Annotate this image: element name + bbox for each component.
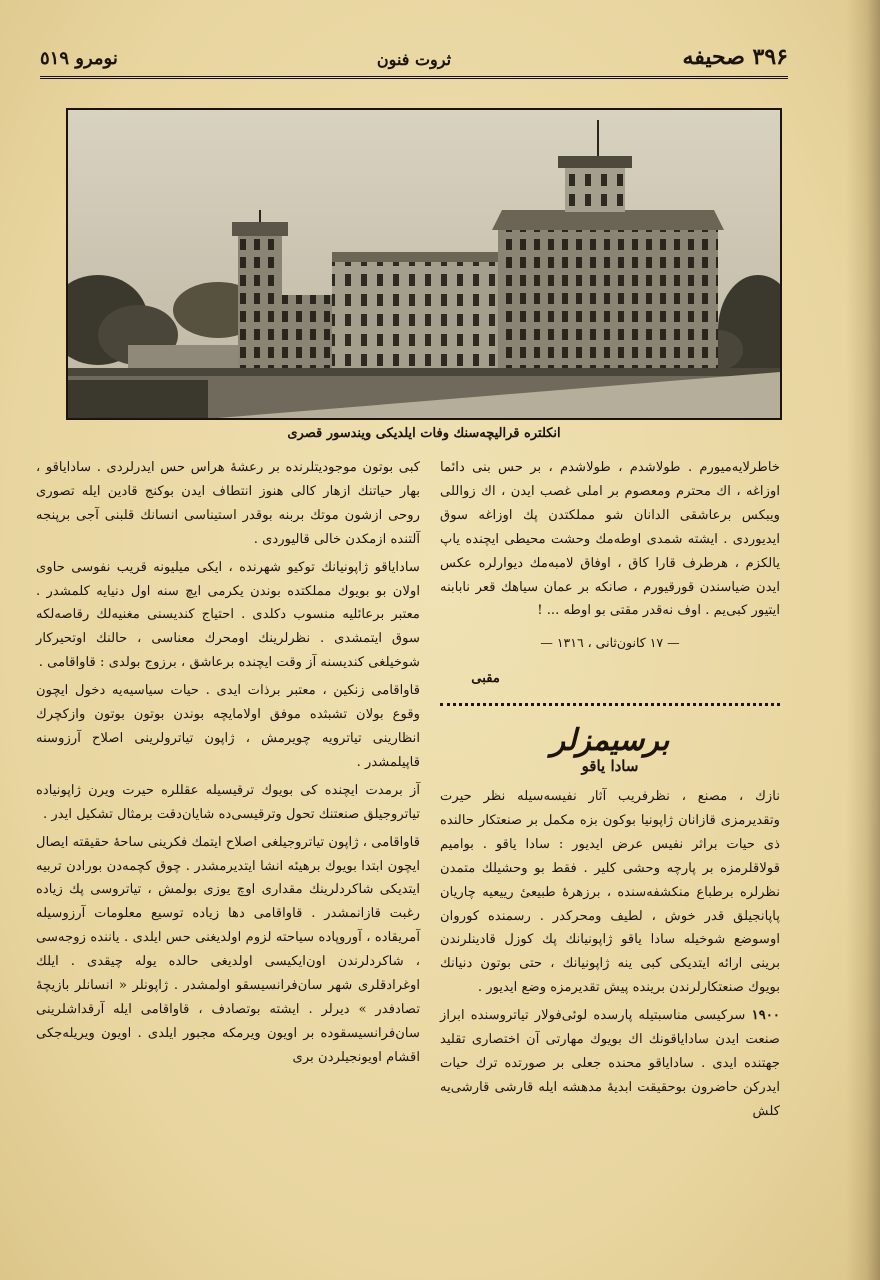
- article-paragraph: سادایاقو ژاپونیانك توکیو شهرنده ، ایکی میلیونه قریب نفوسی حاوی اولان بو بویوك مملکتده بوندن یکرمی ایچ سنه اول دنیایه کلمشدر . معتبر برعائلیه منسوب دکلدی . احتیاج کندیسنی مغنیه‌لك رقاصه‌لکه سوق ایتمشدی . نظرلرینك اومحرك معناسی ، حالنك اوتحیرکار شوخیلغی کندیسنه آز وقت ایچنده برعاشق ، برزوج بولدی : قاواقامی .: [36, 559, 420, 671]
- dateline: — ۱۷ کانون‌ثانی ، ۱۳۱٦ —: [540, 635, 680, 651]
- article-paragraph: خاطرلایه‌میورم . طولاشدم ، طولاشدم ، بر حس بنی دائما اوزاغه ، اك محترم ومعصوم بر املی غصب ایدن ، اك زواللی ویبکس برعاشقی الدانان شو مملکتدن پك اوزاغه سوق ایدیوردی . ایشته شمدی اوطه‌مك وحشت محیطی ایچنده یاپ یالکزم ، هرطرف قارا کاق ، اوفاق لامبه‌مك دیوارلره عکس ایدن ضیاسندن قورقیورم ، صانکه بر عمان سیاهك قعر نابابنه ایتیور کبی‌یم . اوف نه‌قدر مقتی بو اوطه ... !: [440, 460, 780, 619]
- left-column: [36, 456, 420, 1074]
- article-paragraph: کبی بوتون موجودیتلرنده بر رعشهٔ هراس حس ایدرلردی . سادایاقو ، بهار حیاتنك ازهار کالی هنوز انتطاف ایدن بوکنج قادین ایله تصوری روحی ازشون موتك بربنه بوقدر استیناسی انسانك قلبنی آجی برپنجه آلتنده ازمکدن خالی قالیوردی .: [36, 460, 420, 547]
- section-heading: برسیمزلر: [550, 723, 670, 759]
- article-paragraph: نازك ، مصنع ، نظرفریب آثار نفیسه‌سیله نظر حیرت وتقدیرمزی قازانان ژاپونیا بوکون بزه مکمل بر صنعتکار حالنده ذی حیات براثر نفیس عرض ایدیور : سادا یاقو . بوامیم قولاقلرمزه بر پارچه وحشی کلیر . فقط بو وحشیلك متمدن نظرلره برطباع منکشفه‌سنده ، برزهرهٔ طبیعیٔ رییعیه چاریان پاپانجیلق قدر خوش ، لطیف ومحرکدر . رسمنده کوروان اوسوضع شوخیله سادا یاقو ژاپونیانك پك کوزل قادینلرندن برینی ارائه ایتدیکی کبی ینه ژاپونیانك ، حتی بوتون دنیانك بویوك صنعتکارلرندن برینده پیش تقدیرمزه وضع ایدیور .: [440, 788, 780, 996]
- page-number: ۳۹۶ صحیفه: [682, 44, 788, 70]
- article-paragraph: آز برمدت ایچنده کی بویوك ترقیسیله عقللره حیرت ویرن ژاپونیاده تیاتروجیلق صنعتنك تحول وترقیسی‌ده شایان‌دقت برمثال تشکیل ایدر .: [36, 782, 420, 822]
- paragraph-text: سرکیسی مناسبتیله پارسده لوئی‌فولار تیاتروسنده ابراز صنعت ایدن سادایاقونك اك بویوك مهارتی آن اختصاری تقلید جهتنده ایدی . سادایاقو محنده جعلی بر صورتده ترك حیات ایدرکن حاضرون بوحقیقت ابدیهٔ مدهشه ایله قارشی قارشی‌یه کلش: [440, 1008, 780, 1119]
- photo-caption: انکلتره قرالیچه‌سنك وفات ایلدیکی ویندسور قصری: [287, 426, 561, 441]
- header-rule: [40, 76, 788, 79]
- author-signature: مقبی: [471, 671, 500, 687]
- right-column: [440, 456, 780, 1128]
- year-number: ۱۹۰۰: [751, 1008, 780, 1024]
- issue-number: نومرو ٥١٩: [40, 48, 118, 69]
- book-spine-shadow: [846, 0, 880, 1280]
- article-title: سادا یاقو: [581, 757, 639, 776]
- windsor-castle-photo: [66, 108, 782, 420]
- article-paragraph: قاواقامی زنکین ، معتبر برذات ایدی . حیات سیاسیه‌یه دخول ایچون وقوع بولان تشبثده موفق اولامایچه بوندن بوتون بوتون وازکچرك انظارینی تیاترویه چویرمش ، ژاپون تیاترولرینی اصلاح آرزوسنه قاپیلمشدر .: [36, 683, 420, 770]
- article-paragraph: [440, 1004, 780, 1124]
- journal-title: ثروت فنون: [376, 50, 452, 69]
- dotted-divider: [440, 703, 780, 711]
- article-paragraph: قاواقامی ، ژاپون تیاتروجیلغی اصلاح ایتمك فکرینی ساحهٔ حقیقته ایصال ایچون ابتدا بویوك برهیئه انشا ایتدیرمشدر . چوق کچمه‌دن بورادن تربیه ایتدیکی شاکردلرینك مقداری اوچ یوزی بولمش ، تیاتروسی پك زیاده رغبت قازانمشدر . قاواقامی دها زیاده توسیع معلومات آرزوسیله آمریقاده ، آوروپاده سیاحته لزوم اولدیغنی حس ایلدی . یاننده زوجه‌سی ، شاکردلرندن اون‌ایکیسی اولدیغی حالده یوله چیقدی . ایلك اوغرادقلری شهر سان‌فرانسیسقو اولمشدر . ژاپونلر « انسانلر بازیچهٔ تصادفدر » دیرلر . ایشته بوتصادف ، قاواقامی ایله آرقداشلرینی سان‌فرانسیسقوده بر اویون ویرمکه مجبور ایلدی . اویون ویریله‌جکی اقشام اویونجیلردن بری: [36, 834, 420, 1065]
